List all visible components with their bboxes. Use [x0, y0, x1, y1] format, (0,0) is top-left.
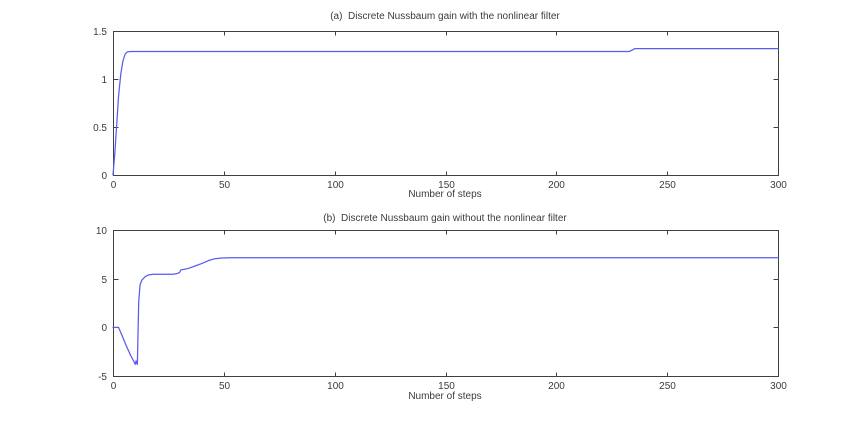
x-tick-label: 300	[770, 180, 787, 191]
subplot-b-title: (b) Discrete Nussbaum gain without the nonlinear filter	[323, 213, 567, 224]
x-tick-label: 150	[438, 180, 455, 191]
y-tick-label: 1.5	[93, 27, 107, 38]
x-tick-label: 0	[110, 180, 117, 191]
subplot-a-title: (a) Discrete Nussbaum gain with the nonlinear filter	[330, 11, 560, 22]
plot-frame	[114, 32, 779, 176]
gain-line	[113, 49, 778, 175]
x-tick-label: 200	[548, 180, 565, 191]
x-tick-label: 50	[218, 381, 231, 392]
subplot-b-axes	[96, 226, 787, 392]
y-tick-label: 0	[101, 171, 107, 182]
x-tick-label: 250	[659, 180, 676, 191]
subplot-b-series	[113, 258, 778, 365]
subplot-a	[0, 0, 860, 210]
y-tick-label: 1	[101, 75, 107, 86]
y-tick-label: 5	[101, 275, 107, 286]
subplot-b-xlabel: Number of steps	[408, 391, 482, 402]
plot-frame	[114, 231, 779, 377]
x-tick-label: 100	[327, 180, 344, 191]
x-tick-label: 150	[438, 381, 455, 392]
x-tick-label: 50	[218, 180, 231, 191]
y-tick-label: 0	[101, 323, 107, 334]
x-tick-label: 100	[327, 381, 344, 392]
x-tick-label: 250	[659, 381, 676, 392]
y-tick-label: 0.5	[93, 123, 107, 134]
subplot-a-series	[113, 49, 778, 175]
x-tick-label: 200	[548, 381, 565, 392]
y-tick-label: 10	[95, 226, 107, 237]
x-tick-label: 0	[110, 381, 117, 392]
gain-line	[113, 258, 778, 365]
x-tick-label: 300	[770, 381, 787, 392]
subplot-a-xlabel: Number of steps	[408, 189, 482, 200]
subplot-b	[0, 210, 860, 422]
y-tick-label: -5	[98, 372, 107, 383]
